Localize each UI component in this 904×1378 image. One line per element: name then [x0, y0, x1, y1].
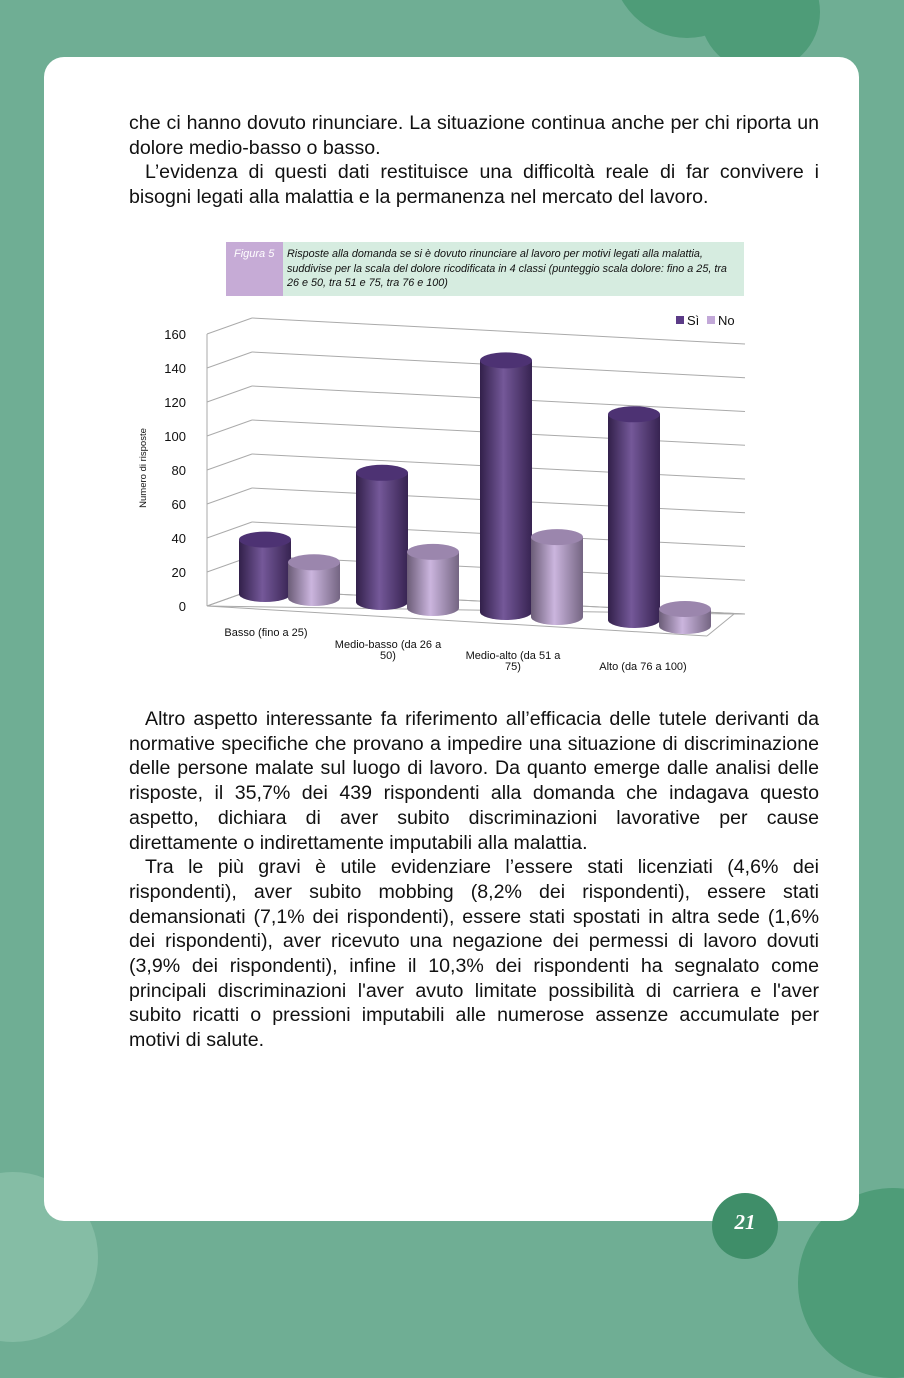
paragraph: Altro aspetto interessante fa riferimento all’efficacia delle tutele derivanti da normative specifiche che provano a impedire una situazione di discriminazione delle persone malate sul luogo di lavoro. Da quanto emerge dalle analisi delle risposte, il 35,7% dei 439 rispondenti alla domanda che indagava questo aspetto, dichiara di aver subito discriminazioni lavorative per cause direttamente o indirettamente imputabili alla malattia.: [129, 708, 819, 854]
bar-no: [407, 552, 459, 616]
x-tick-label: Medio-alto (da 51 a: [465, 650, 561, 662]
gridline-side: [207, 386, 252, 402]
gridline-side: [207, 318, 252, 334]
bar-si-top: [239, 532, 291, 548]
x-tick-label: Medio-basso (da 26 a: [334, 639, 442, 651]
legend-label: Sì: [687, 313, 700, 328]
bar-no-top: [288, 554, 340, 570]
paragraph: che ci hanno dovuto rinunciare. La situazione continua anche per chi riporta un dolore medio-basso o basso.: [129, 112, 819, 159]
bar-si: [239, 540, 291, 602]
x-tick-label: Alto (da 76 a 100): [599, 661, 687, 673]
figure-label: Figura 5: [226, 242, 283, 296]
page-number: 21: [734, 1210, 756, 1234]
bar-si-top: [480, 352, 532, 368]
y-axis-label: Numero di risposte: [138, 428, 149, 508]
legend-swatch: [676, 316, 684, 324]
figure-caption-text: Risposte alla domanda se si è dovuto rinunciare al lavoro per motivi legati alla malattia, suddivise per la scala del dolore ricodificata in 4 classi (punteggio scala dolore: fino a 25, tra 26 e 50, tra 51 e 75, tra 76 e 100): [283, 242, 744, 296]
gridline-side: [207, 420, 252, 436]
paragraph: L’evidenza di questi dati restituisce una difficoltà reale di far convivere i bisogni legati alla malattia e la permanenza nel mercato del lavoro.: [129, 161, 819, 209]
legend-swatch: [707, 316, 715, 324]
y-tick-label: 0: [178, 599, 186, 614]
legend-label: No: [718, 313, 735, 328]
x-tick-label: Basso (fino a 25): [224, 627, 308, 639]
y-tick-label: 140: [164, 361, 186, 376]
x-tick-label: 50): [380, 650, 396, 662]
chart-floor-edge: [707, 614, 734, 636]
y-tick-label: 120: [164, 395, 186, 410]
bar-no: [531, 537, 583, 625]
bar-no-top: [407, 544, 459, 560]
y-tick-label: 40: [171, 531, 186, 546]
bar-no-top: [531, 529, 583, 545]
gridline: [252, 318, 745, 344]
y-tick-label: 160: [164, 327, 186, 342]
bar-no-top: [659, 601, 711, 617]
bar-si: [608, 414, 660, 628]
bar-si-top: [608, 406, 660, 422]
bar-si-top: [356, 465, 408, 481]
gridline-side: [207, 454, 252, 470]
gridline-side: [207, 352, 252, 368]
y-tick-label: 100: [164, 429, 186, 444]
y-tick-label: 80: [171, 463, 186, 478]
text-block-bottom: [129, 707, 819, 1053]
y-tick-label: 60: [171, 497, 186, 512]
bar-si: [480, 360, 532, 620]
bar-si: [356, 473, 408, 610]
paragraph: Tra le più gravi è utile evidenziare l’essere stati licenziati (4,6% dei rispondenti), aver subito mobbing (8,2% dei rispondenti), essere stati demansionati (7,1% dei rispondenti), essere stati spostati in altra sede (1,6% dei rispondenti), aver ricevuto una negazione dei permessi di lavoro dovuti (3,9% dei rispondenti), infine il 10,3% dei rispondenti ha segnalato come principali discriminazioni l'aver avuto limitate possibilità di carriera e l'aver subito ricatti o pressioni imputabili alle numerose assenze accumulate per motivi di salute.: [129, 856, 819, 1052]
x-tick-label: 75): [505, 661, 521, 673]
y-tick-label: 20: [171, 565, 186, 580]
gridline-side: [207, 488, 252, 504]
